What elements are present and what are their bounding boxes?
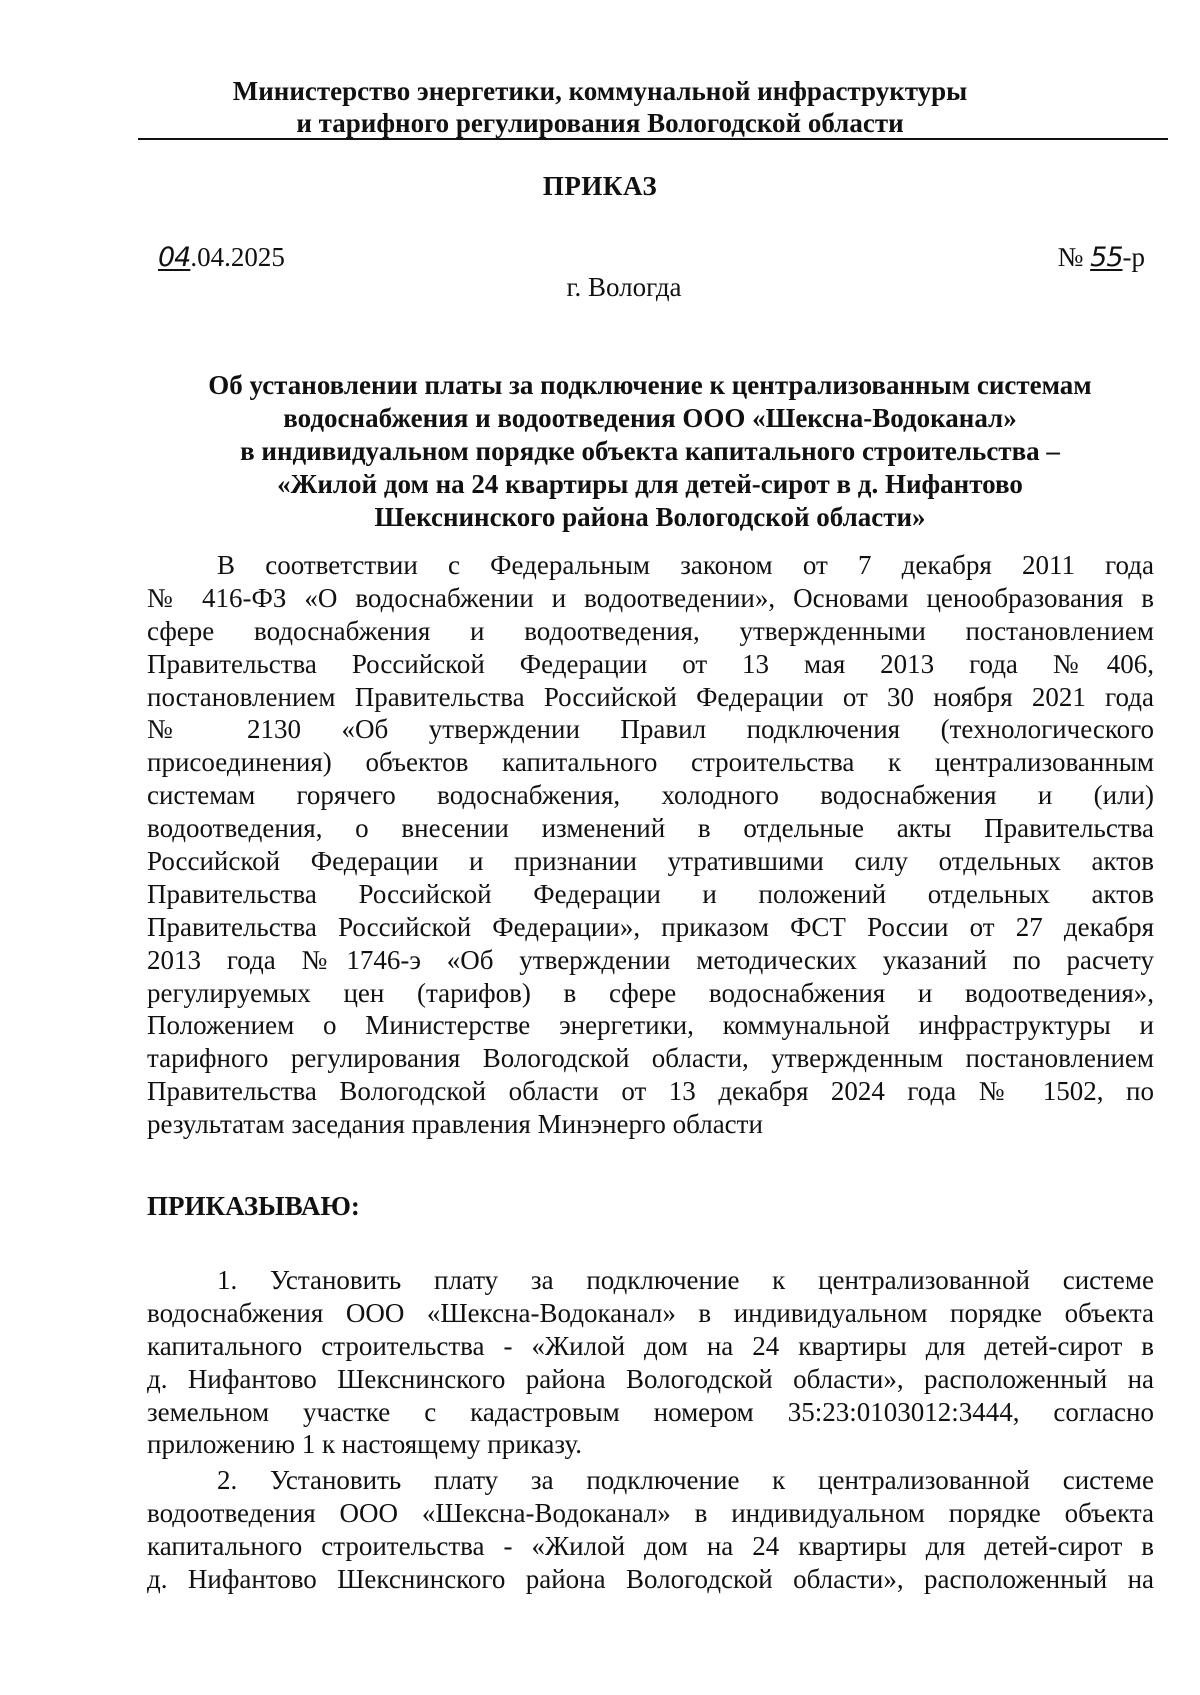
text-line: № 416-ФЗ «О водоснабжении и водоотведении», Основами ценообразования в — [147, 582, 1154, 613]
text-line: № 2130 «Об утверждении Правил подключения (технологического — [147, 714, 1154, 745]
text-line: В соответствии с Федеральным законом от 7 декабря 2011 года — [217, 550, 1154, 580]
order-title — [100, 369, 1200, 534]
text-line: земельном участке с кадастровым номером 35:23:0103012:3444, согласно — [147, 1396, 1154, 1427]
text-line: сфере водоснабжения и водоотведения, утвержденными постановлением — [147, 615, 1154, 646]
handwritten-number: 55 — [1090, 242, 1123, 273]
orders-word: ПРИКАЗЫВАЮ: — [147, 1191, 360, 1221]
preamble-paragraph — [147, 549, 1154, 1141]
order-item-2 — [147, 1464, 1154, 1596]
number-suffix: -р — [1122, 242, 1145, 272]
city: г. Вологда — [566, 272, 682, 302]
text-line: присоединения) объектов капитального строительства к централизованным — [147, 747, 1154, 778]
ministry-name-line-2: и тарифного регулирования Вологодской области — [296, 108, 904, 138]
text-line: д. Нифантово Шекснинского района Вологодской области», расположенный на — [147, 1563, 1154, 1594]
title-line: «Жилой дом на 24 квартиры для детей-сирот в д. Нифантово — [277, 469, 1023, 499]
order-item-1 — [147, 1264, 1154, 1461]
handwritten-day: 04 — [158, 242, 191, 273]
text-line: Правительства Российской Федерации и положений отдельных актов — [147, 878, 1154, 909]
text-line: водоотведения, о внесении изменений в отдельные акты Правительства — [147, 813, 1154, 844]
header-divider — [138, 138, 1168, 140]
title-line: в индивидуальном порядке объекта капитального строительства – — [240, 436, 1060, 466]
title-line: Шекснинского района Вологодской области» — [374, 502, 926, 532]
text-line: д. Нифантово Шекснинского района Вологодской области», расположенный на — [147, 1363, 1154, 1394]
text-line: Российской Федерации и признании утратившими силу отдельных актов — [147, 846, 1154, 877]
ministry-name-line-1: Министерство энергетики, коммунальной инфраструктуры — [232, 76, 968, 106]
text-line: регулируемых цен (тарифов) в сфере водоснабжения и водоотведения», — [147, 977, 1154, 1008]
title-line: Об установлении платы за подключение к централизованным системам — [208, 370, 1092, 400]
text-line: водоотведения ООО «Шексна-Водоканал» в индивидуальном порядке объекта — [147, 1497, 1154, 1528]
date-rest: .04.2025 — [190, 242, 285, 272]
text-line: приложению 1 к настоящему приказу. — [147, 1429, 583, 1460]
text-line: Положением о Министерстве энергетики, коммунальной инфраструктуры и — [147, 1010, 1154, 1041]
text-line: 2. Установить плату за подключение к централизованной системе — [217, 1465, 1154, 1495]
text-line: тарифного регулирования Вологодской области, утвержденным постановлением — [147, 1043, 1154, 1074]
text-line: 2013 года №1746-э «Об утверждении методических указаний по расчету — [147, 944, 1154, 975]
text-line: 1. Установить плату за подключение к централизованной системе — [217, 1265, 1154, 1295]
text-line: Правительства Вологодской области от 13 декабря 2024 года № 1502, по — [147, 1076, 1154, 1107]
number-prefix: № — [1057, 242, 1091, 272]
document-type: ПРИКАЗ — [542, 171, 658, 201]
text-line: капитального строительства - «Жилой дом на 24 квартиры для детей-сирот в — [147, 1330, 1154, 1361]
text-line: результатам заседания правления Минэнерго области — [147, 1109, 763, 1140]
text-line: Правительства Российской Федерации», приказом ФСТ России от 27 декабря — [147, 911, 1154, 942]
text-line: капитального строительства - «Жилой дом на 24 квартиры для детей-сирот в — [147, 1530, 1154, 1561]
text-line: системам горячего водоснабжения, холодного водоснабжения и (или) — [147, 780, 1154, 811]
text-line: Правительства Российской Федерации от 13 мая 2013 года №406, — [147, 648, 1154, 679]
text-line: водоснабжения ООО «Шексна-Водоканал» в индивидуальном порядке объекта — [147, 1297, 1154, 1328]
order-number — [1058, 241, 1145, 274]
order-date — [158, 241, 285, 274]
title-line: водоснабжения и водоотведения ООО «Шексна-Водоканал» — [283, 403, 1017, 433]
text-line: постановлением Правительства Российской Федерации от 30 ноября 2021 года — [147, 681, 1154, 712]
